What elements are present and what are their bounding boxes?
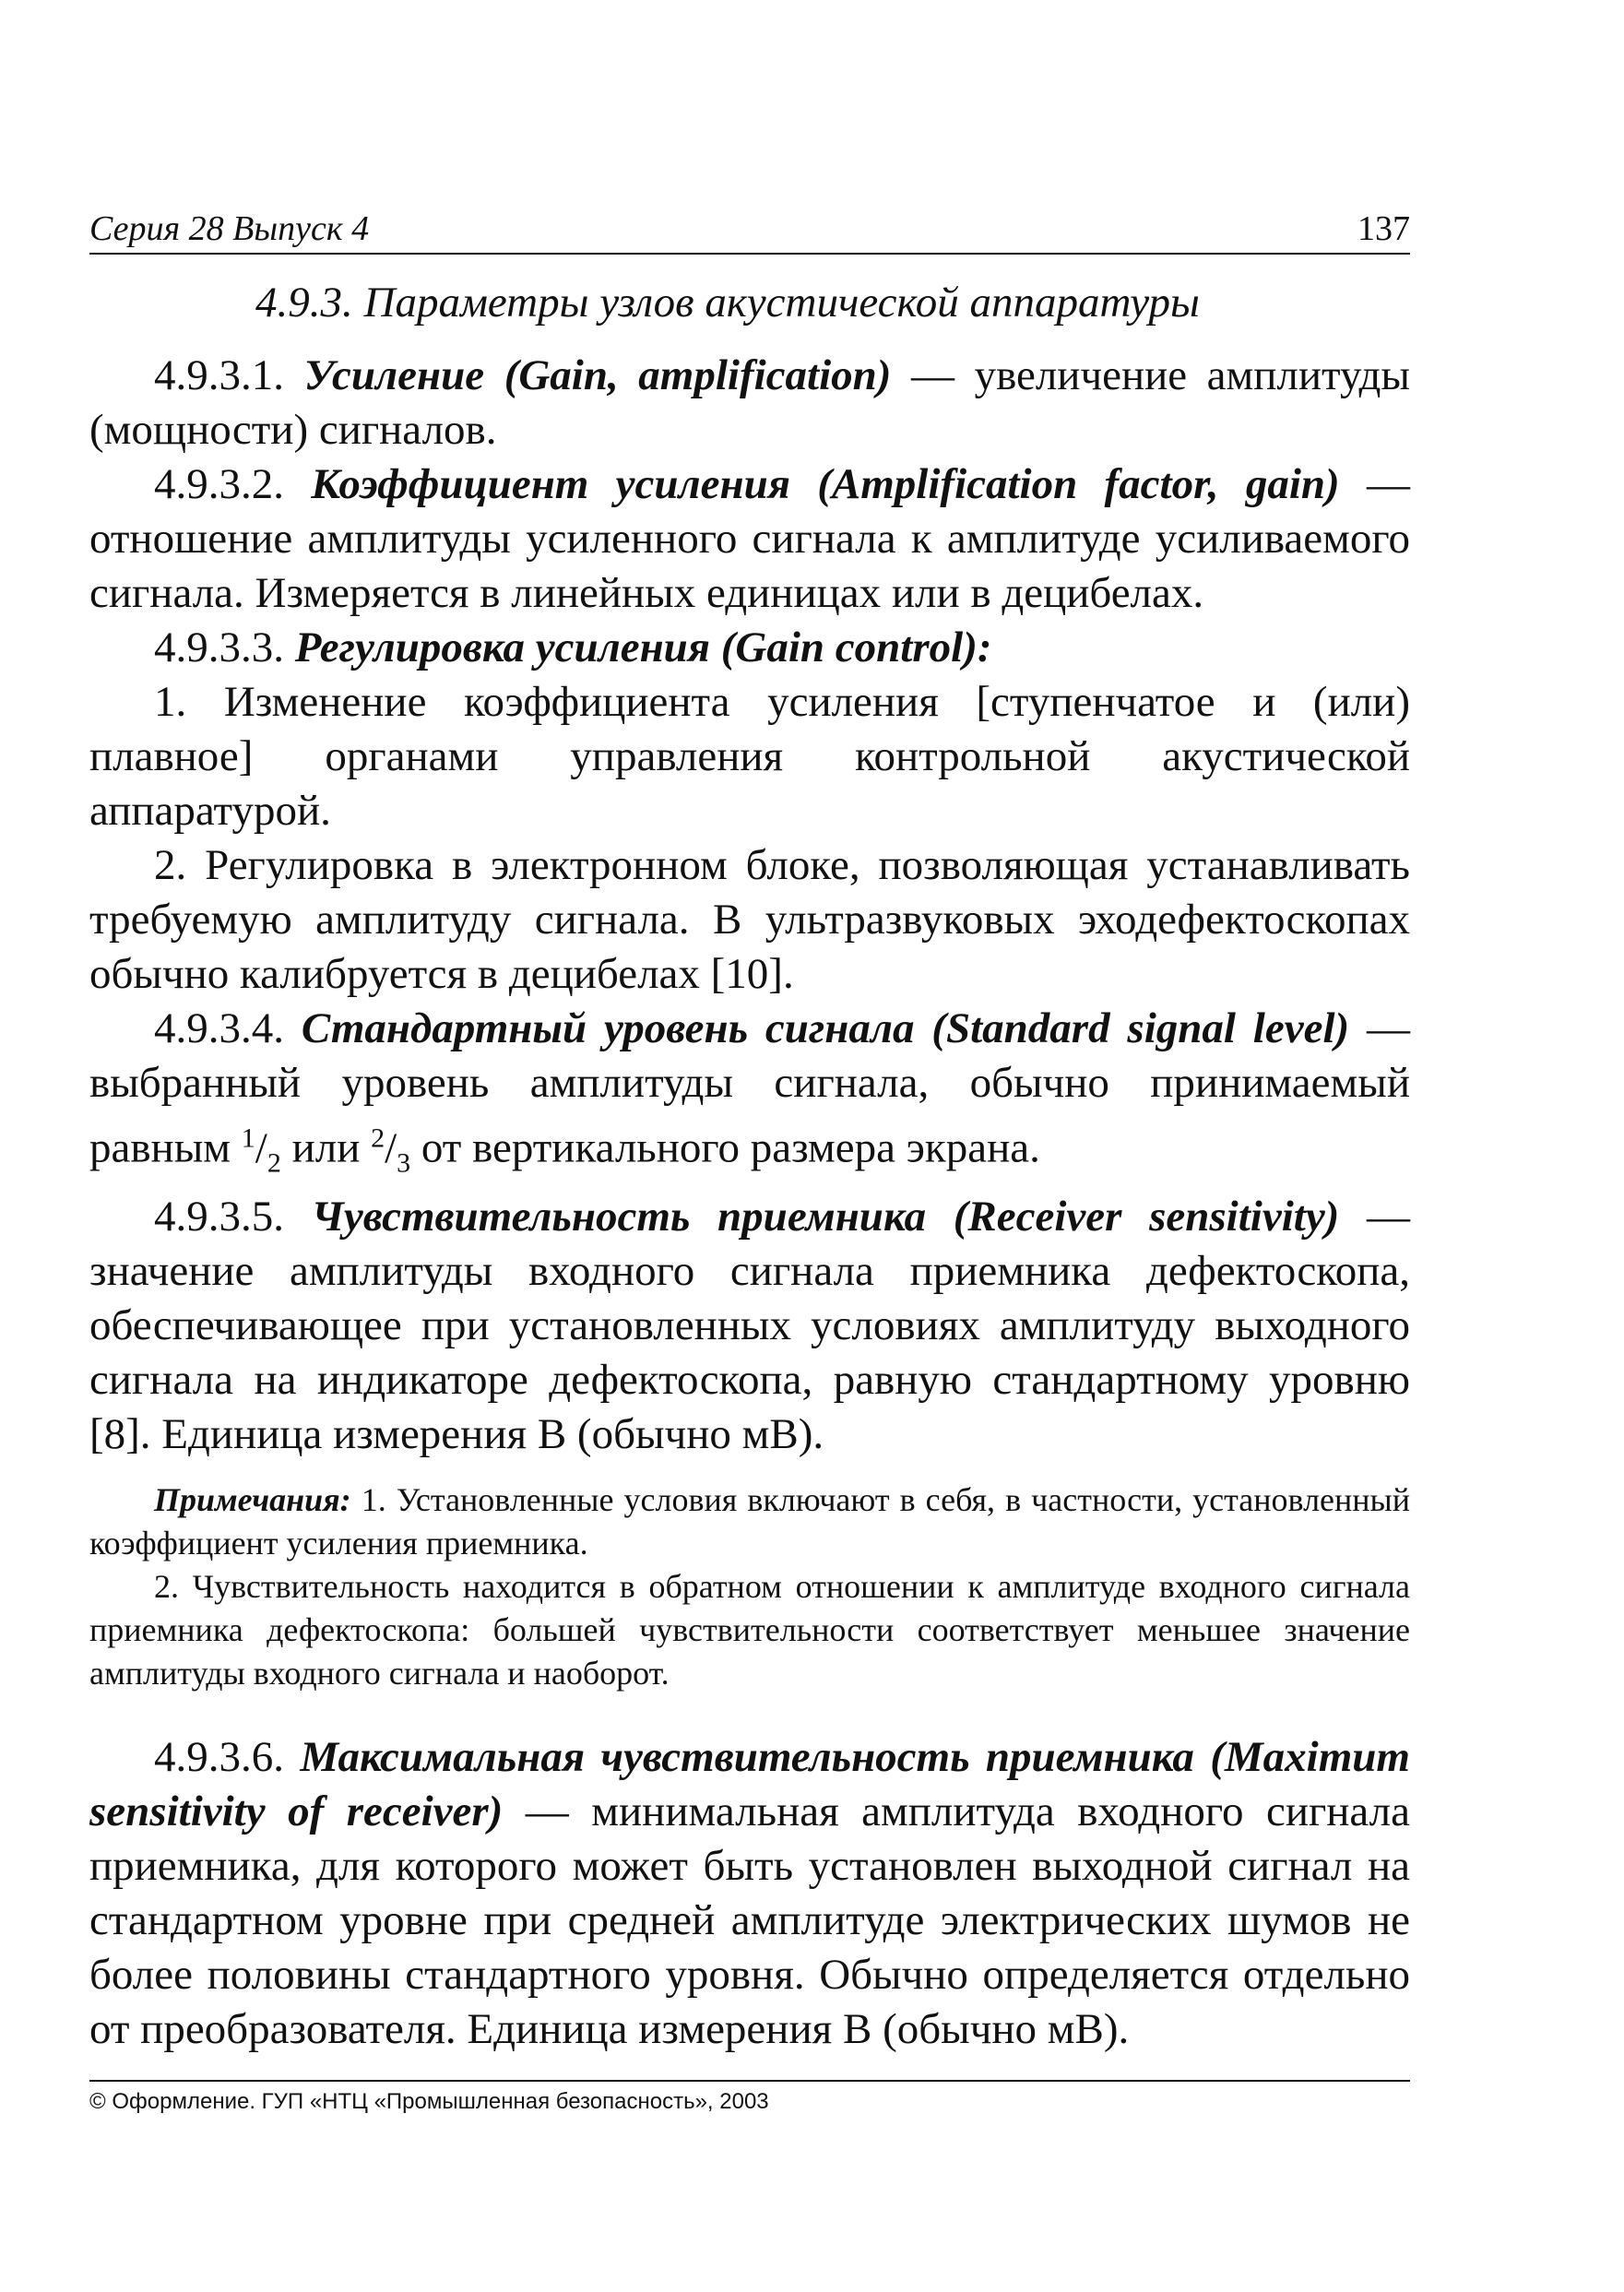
definition-text: — увеличение амплитуды (мощности) сигналов. bbox=[89, 351, 1410, 454]
term: Максимальная чувствительность приемника (Maximum sensitivity of receiver) bbox=[89, 1733, 1410, 1836]
clause-number: 4.9.3.4. bbox=[154, 1004, 302, 1052]
definition-text: от вертикального размера экрана. bbox=[410, 1123, 1040, 1172]
clause-number: 4.9.3.2. bbox=[154, 460, 312, 508]
footer-copyright: © Оформление. ГУП «НТЦ «Промышленная безопасность», 2003 bbox=[89, 2080, 1410, 2115]
note-1 bbox=[89, 1479, 1410, 1565]
term: Регулировка усиления (Gain control): bbox=[294, 623, 992, 671]
section-title: 4.9.3. Параметры узлов акустической аппаратуры bbox=[255, 279, 1200, 327]
series-title: Серия 28 Выпуск 4 bbox=[89, 209, 370, 248]
list-item-2: 2. Регулировка в электронном блоке, позволяющая устанавливать требуемую амплитуду сигнала. В ультразвуковых эходефектоскопах обычно калибруется в децибелах [10]. bbox=[89, 841, 1410, 998]
clause-number: 4.9.3.5. bbox=[154, 1193, 312, 1241]
definition-text: — минимальная амплитуда входного сигнала приемника, для которого может быть установлен выходной сигнал на стандартном уровне при средней амплитуде электрических шумов не более половины стандартного уровня. Обычно определяется отдельно от преобразователя. Единица измерения В (обычно мВ). bbox=[89, 1787, 1410, 2054]
clause-number: 4.9.3.3. bbox=[154, 623, 295, 671]
note-text: 1. Установленные условия включают в себя, в частности, установленный коэффициент усиления приемника. bbox=[89, 1481, 1410, 1562]
paragraph-4-9-3-6 bbox=[89, 1730, 1410, 2057]
running-header bbox=[89, 184, 1410, 255]
paragraph-4-9-3-3 bbox=[89, 621, 1410, 675]
definition-text: — значение амплитуды входного сигнала приемника дефектоскопа, обеспечивающее при установленных условиях амплитуду выходного сигнала на индикаторе дефектоскопа, равную стандартному уровню [8]. Единица измерения В (обычно мВ). bbox=[89, 1193, 1411, 1459]
clause-number: 4.9.3.6. bbox=[154, 1733, 301, 1782]
paragraph-4-9-3-2 bbox=[89, 457, 1410, 621]
paragraph-4-9-3-1 bbox=[89, 349, 1410, 457]
definition-text: — выбранный уровень амплитуды сигнала, обычно принимаемый равным bbox=[89, 1004, 1410, 1172]
definition-text: — отношение амплитуды усиленного сигнала к амплитуде усиливаемого сигнала. Измеряется в линейных единицах или в децибелах. bbox=[89, 460, 1410, 617]
term: Стандартный уровень сигнала (Standard signal level) bbox=[301, 1004, 1350, 1052]
fraction-one-half: $^1/_2$ bbox=[241, 1122, 281, 1179]
definition-text: или bbox=[280, 1123, 372, 1172]
page bbox=[89, 184, 1410, 2057]
paragraph-4-9-3-4 bbox=[89, 1002, 1410, 1190]
page-number: 137 bbox=[1357, 209, 1410, 248]
note-2: 2. Чувствительность находится в обратном отношении к амплитуде входного сигнала приемника дефектоскопа: большей чувствительности соответствует меньшее значение амплитуды входного сигнала и наоборот. bbox=[89, 1568, 1410, 1692]
paragraph-4-9-3-5 bbox=[89, 1190, 1410, 1462]
term: Коэффициент усиления (Amplification factor, gain) bbox=[311, 460, 1340, 508]
notes bbox=[89, 1479, 1410, 1695]
notes-label: Примечания: bbox=[154, 1481, 351, 1519]
spacer bbox=[89, 1695, 1410, 1730]
list-item-1: 1. Изменение коэффициента усиления [ступенчатое и (или) плавное] органами управления контрольной акустической аппаратурой. bbox=[89, 678, 1410, 835]
term: Чувствительность приемника (Receiver sensitivity) bbox=[311, 1193, 1340, 1241]
term: Усиление (Gain, amplification) bbox=[303, 351, 892, 399]
clause-number: 4.9.3.1. bbox=[154, 351, 304, 399]
fraction-two-thirds: $^2/_3$ bbox=[371, 1122, 411, 1179]
